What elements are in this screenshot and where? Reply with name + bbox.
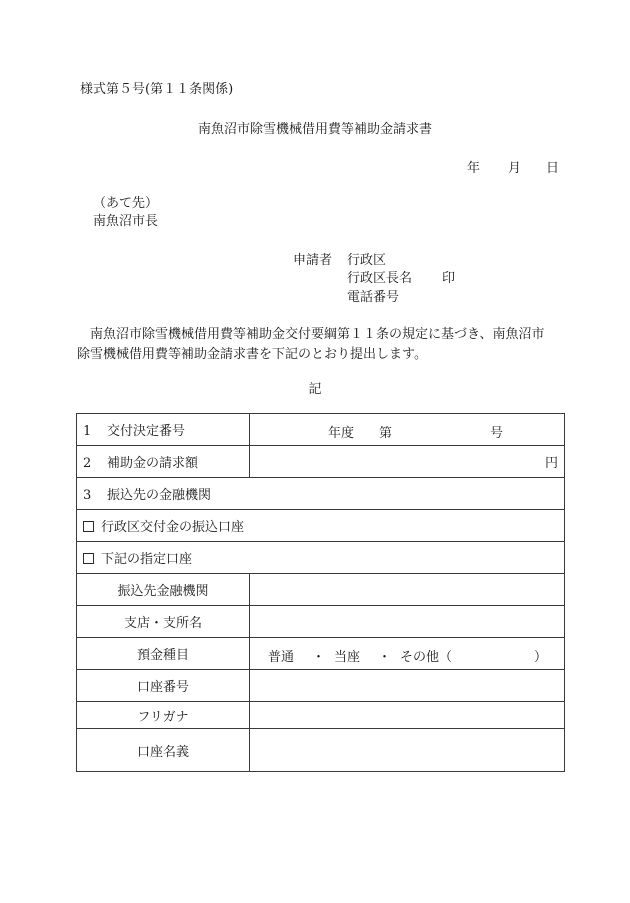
deposit-separator: ・ [378,650,392,665]
row-number: 3 [83,488,92,503]
checkbox-designated-account[interactable] [83,553,94,564]
table-row [77,446,565,478]
table-row [77,510,565,542]
dai-label: 第 [379,426,393,441]
table-row [77,638,565,670]
decision-number-field[interactable] [250,414,565,446]
deposit-type-field[interactable] [250,638,565,670]
go-label: 号 [490,426,504,441]
checkbox-district-account[interactable] [83,521,94,532]
deposit-toza[interactable]: 当座 [334,650,361,665]
branch-name-field[interactable] [250,606,565,638]
account-name-field[interactable] [250,729,565,772]
date-year-label: 年 [467,161,481,176]
bank-name-label: 振込先金融機関 [77,574,250,606]
deposit-other-close: ） [534,650,548,665]
account-number-field[interactable] [250,670,565,702]
table-row [77,702,565,729]
table-row [77,574,565,606]
option-label: 下記の指定口座 [101,552,193,567]
option-label: 行政区交付金の振込口座 [101,520,245,535]
applicant-label: 申請者 [293,253,333,268]
document-title: 南魚沼市除雪機械借用費等補助金請求書 [197,122,432,137]
table-row [77,670,565,702]
table-row [77,542,565,574]
table-row [77,606,565,638]
request-amount-field[interactable] [250,446,565,478]
branch-name-label: 支店・支所名 [77,606,250,638]
ki-heading: 記 [308,382,322,397]
addressee-prefix: （あて先） [93,196,159,211]
bank-name-field[interactable] [250,574,565,606]
applicant-phone: 電話番号 [347,290,400,305]
date-day-label: 日 [546,161,560,176]
row-label: 交付決定番号 [107,424,186,439]
bank-section-header [77,478,565,510]
row-number: 1 [83,424,92,439]
furigana-label: フリガナ [77,702,250,729]
table-row [77,478,565,510]
form-number: 様式第５号(第１１条関係) [80,82,234,97]
request-form-table [76,413,565,772]
applicant-head-name: 行政区長名 [347,271,413,286]
row-number: 2 [83,456,92,471]
addressee-name: 南魚沼市長 [93,214,159,229]
seal-mark: 印 [442,271,456,286]
table-row [77,729,565,772]
furigana-field[interactable] [250,702,565,729]
deposit-other[interactable]: その他（ [400,650,453,665]
applicant-district: 行政区 [347,253,387,268]
table-row [77,414,565,446]
deposit-separator: ・ [312,650,326,665]
option-designated-account[interactable] [77,542,565,574]
body-text-line2: 除雪機械借用費等補助金請求書を下記のとおり提出します。 [77,347,427,362]
deposit-type-label: 預金種目 [77,638,250,670]
account-name-label: 口座名義 [77,729,250,772]
deposit-futsu[interactable]: 普通 [268,650,295,665]
nendo-label: 年度 [328,426,355,441]
row-label: 補助金の請求額 [107,456,199,471]
decision-number-label [77,414,250,446]
row-label: 振込先の金融機関 [107,488,212,503]
yen-unit: 円 [544,456,558,471]
date-month-label: 月 [508,161,522,176]
body-text-line1: 南魚沼市除雪機械借用費等補助金交付要綱第１１条の規定に基づき、南魚沼市 [90,327,545,342]
account-number-label: 口座番号 [77,670,250,702]
request-amount-label [77,446,250,478]
option-district-account[interactable] [77,510,565,542]
